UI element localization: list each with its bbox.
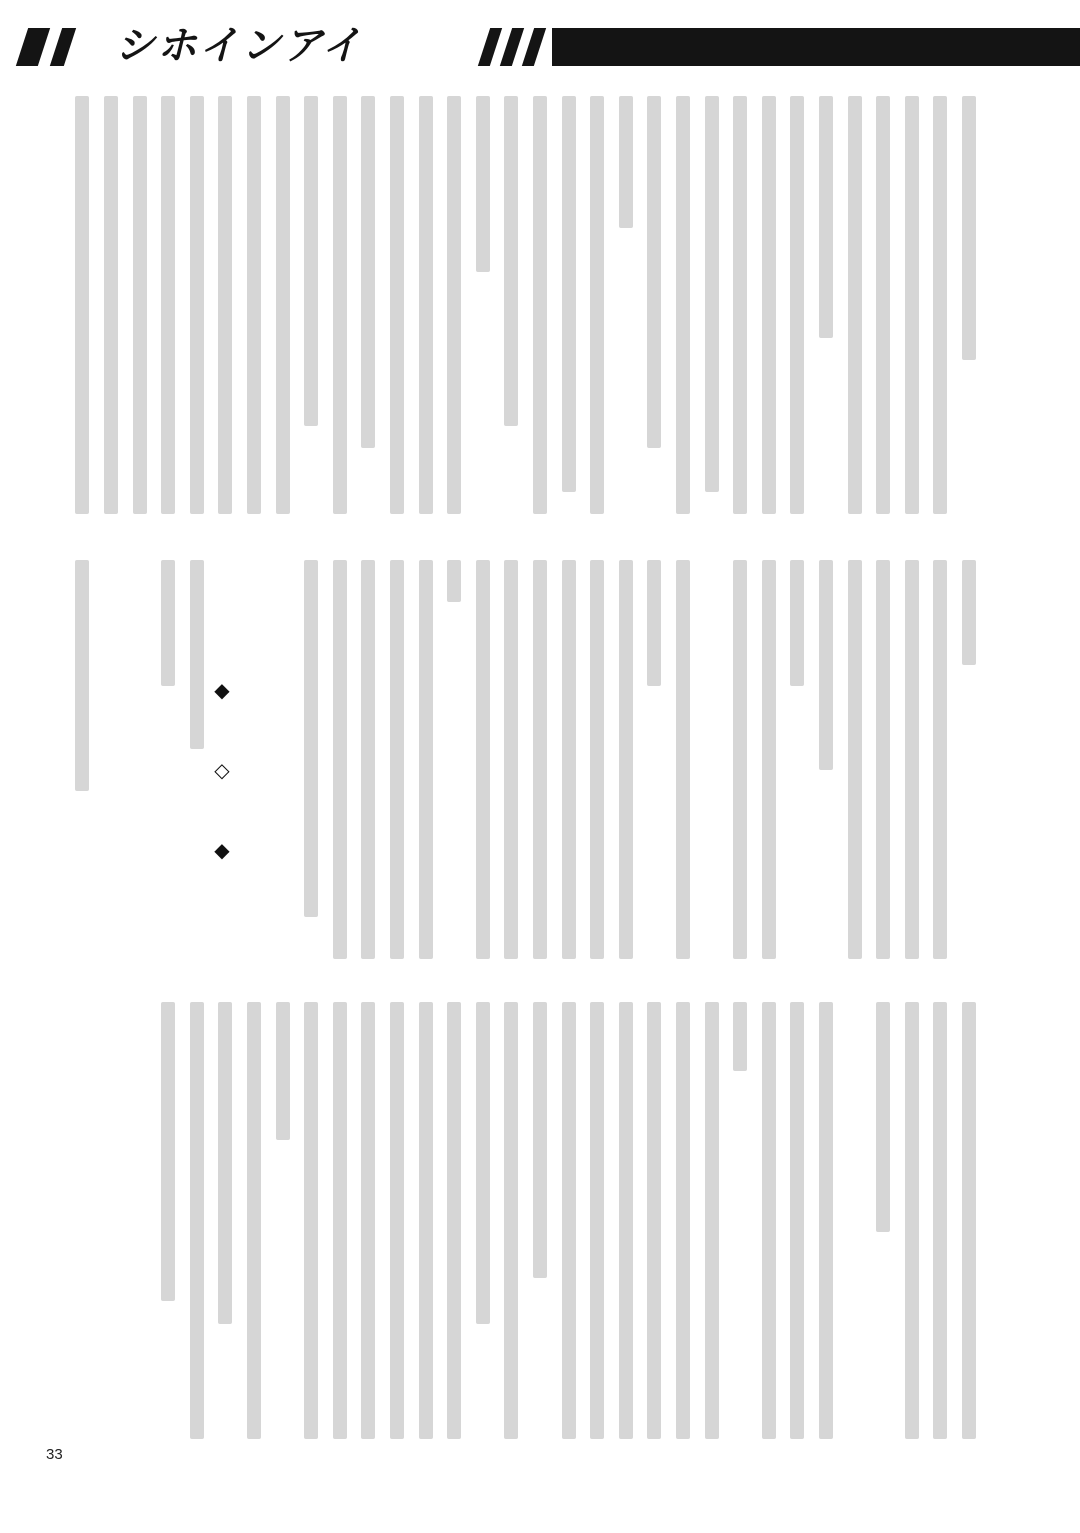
redacted-text-column [647,560,661,686]
redacted-text-column [447,1002,461,1439]
redacted-text-column [476,96,490,272]
redacted-text-column [676,1002,690,1439]
redacted-text-column [933,1002,947,1439]
redacted-text-column [190,96,204,514]
redacted-text-column [533,96,547,514]
redacted-text-column [247,1002,261,1439]
scene-break-mark: ◆ [214,838,230,862]
redacted-text-column [161,1002,175,1301]
redacted-text-column [304,1002,318,1439]
redacted-text-column [333,1002,347,1439]
redacted-text-column [476,1002,490,1324]
redacted-text-column [933,560,947,959]
redacted-text-column [361,560,375,959]
redacted-text-column [962,96,976,360]
header-title: シホインアイ [112,23,373,69]
redacted-text-column [848,96,862,514]
redacted-text-column [419,96,433,514]
redacted-text-column [390,96,404,514]
redacted-text-column [705,96,719,492]
redacted-text-column [304,560,318,917]
redacted-text-column [161,96,175,514]
redacted-text-column [447,96,461,514]
redacted-text-column [705,1002,719,1439]
redacted-text-column [619,560,633,959]
page-number: 33 [46,1446,63,1463]
redacted-text-column [819,96,833,338]
redacted-text-column [218,1002,232,1324]
redacted-text-column [676,560,690,959]
redacted-text-column [161,560,175,686]
redacted-text-column [762,560,776,959]
redacted-text-column [848,560,862,959]
redacted-text-column [419,1002,433,1439]
redacted-text-column [218,96,232,514]
redacted-text-column [619,1002,633,1439]
redacted-text-column [590,96,604,514]
redacted-text-column [905,1002,919,1439]
redacted-text-column [361,96,375,448]
redacted-text-column [476,560,490,959]
redacted-text-column [676,96,690,514]
redacted-text-column [504,1002,518,1439]
redacted-text-column [962,560,976,665]
redacted-text-column [590,1002,604,1439]
redacted-text-column [333,96,347,514]
redacted-text-column [933,96,947,514]
redacted-text-column [962,1002,976,1439]
redacted-text-column [276,1002,290,1140]
redacted-text-column [762,1002,776,1439]
redacted-text-column [533,1002,547,1278]
redacted-text-column [447,560,461,602]
redacted-text-column [504,96,518,426]
redacted-text-column [876,96,890,514]
redacted-text-column [647,1002,661,1439]
redacted-text-column [876,560,890,959]
redacted-text-column [247,96,261,514]
redacted-text-column [276,96,290,514]
redacted-text-column [876,1002,890,1232]
redacted-text-column [733,1002,747,1071]
redacted-text-column [190,1002,204,1439]
redacted-text-column [790,96,804,514]
redacted-text-column [104,96,118,514]
redacted-text-column [562,560,576,959]
redacted-text-column [304,96,318,426]
redacted-text-column [733,96,747,514]
redacted-text-column [819,1002,833,1439]
scene-break-mark: ◆ [214,678,230,702]
redacted-text-column [762,96,776,514]
redacted-text-column [819,560,833,770]
redacted-text-column [75,560,89,791]
redacted-text-column [619,96,633,228]
redacted-text-column [905,560,919,959]
redacted-text-column [190,560,204,749]
redacted-text-column [75,96,89,514]
redacted-text-column [390,1002,404,1439]
scene-break-mark: ◇ [214,758,230,782]
redacted-text-column [562,96,576,492]
redacted-text-column [133,96,147,514]
redacted-text-column [562,1002,576,1439]
redacted-text-column [361,1002,375,1439]
redacted-text-column [390,560,404,959]
redacted-text-column [733,560,747,959]
redacted-text-column [905,96,919,514]
redacted-text-column [647,96,661,448]
redacted-text-column [790,560,804,686]
redacted-text-column [504,560,518,959]
redacted-text-column [419,560,433,959]
redacted-text-column [590,560,604,959]
redacted-text-column [333,560,347,959]
redacted-text-column [790,1002,804,1439]
redacted-text-column [533,560,547,959]
